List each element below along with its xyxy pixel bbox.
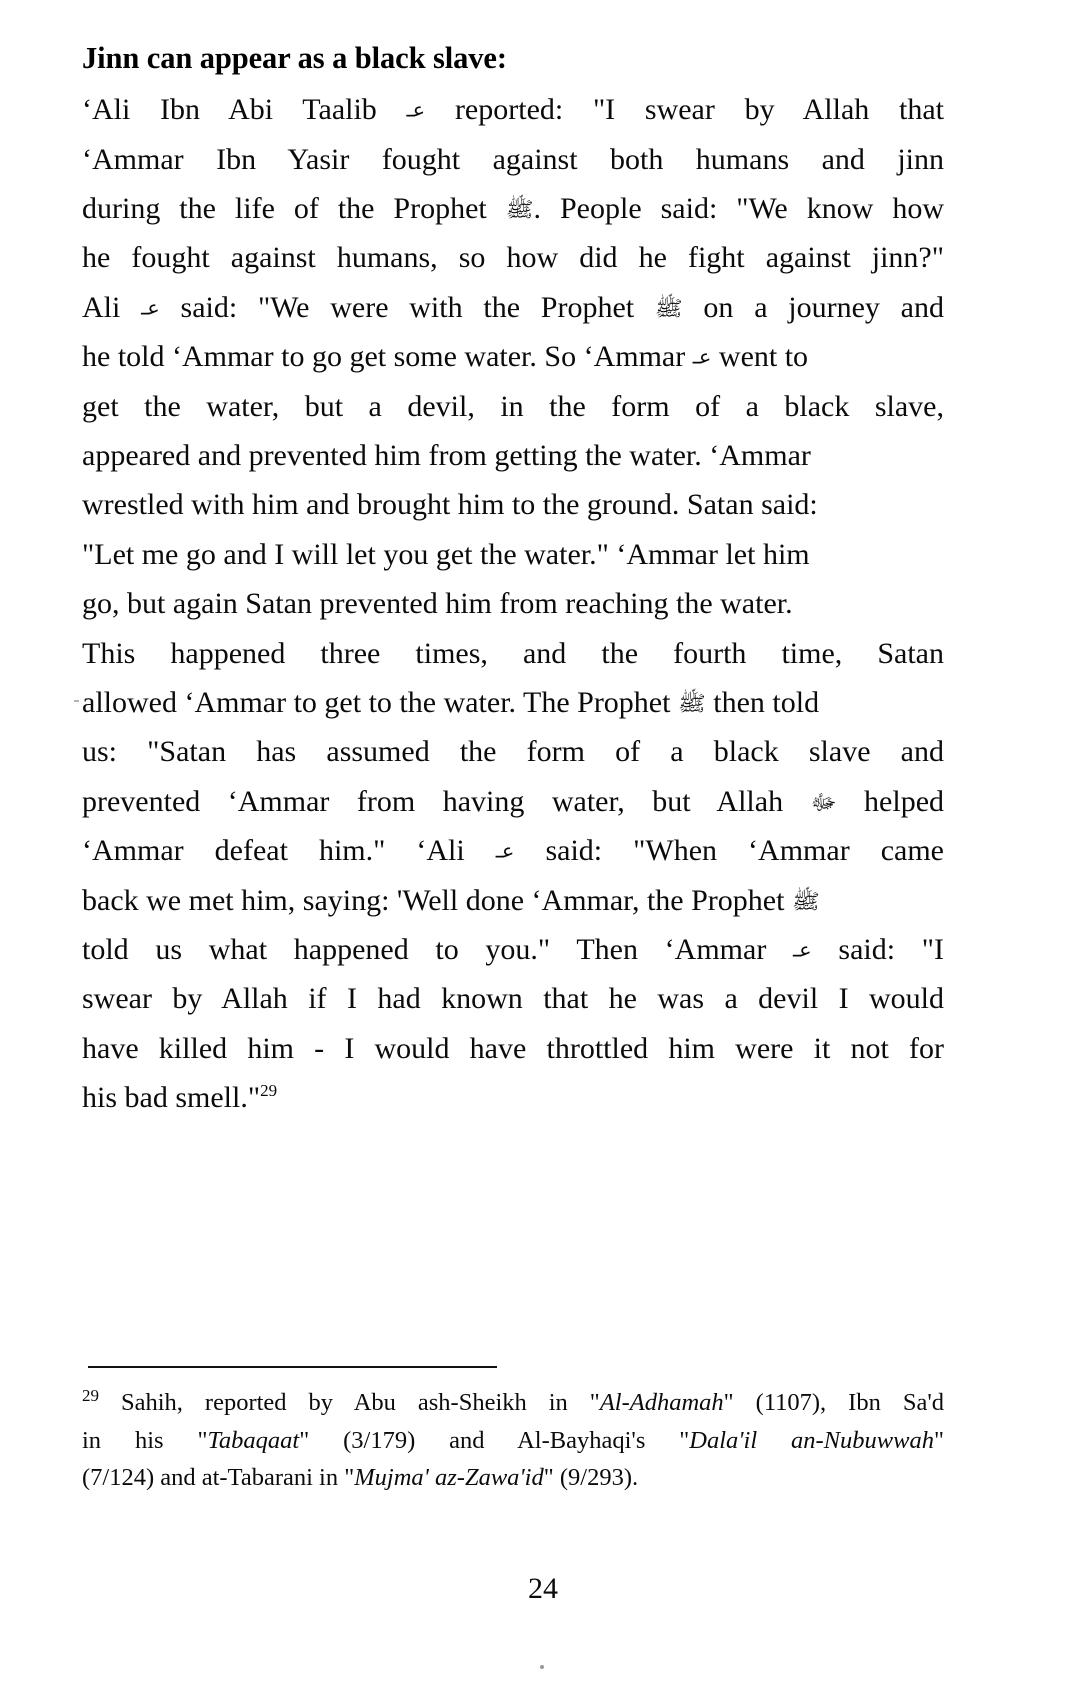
- body-line: Ali عـ said: "We were with the Prophet ﷺ on a journey and: [82, 290, 944, 324]
- body-line: allowed ‘Ammar to get to the water. The Prophet ﷺ then told: [82, 686, 820, 720]
- body-line: us: "Satan has assumed the form of a black slave and: [82, 735, 944, 769]
- body-line: ‘Ammar defeat him." ‘Ali عـ said: "When ‘Ammar came: [82, 834, 944, 868]
- body-line: he fought against humans, so how did he fight against jinn?": [82, 241, 944, 275]
- citation-title: Al-Adhamah: [599, 1389, 724, 1416]
- citation-title: Mujma' az-Zawa'id: [354, 1464, 544, 1491]
- footnote-line: $^{29}$ Sahih, reported by Abu ash-Sheikh in "Al-Adhamah" (1107), Ibn Sa'd: [82, 1385, 945, 1416]
- body-line: ‘Ali Ibn Abi Taalib عـ reported: "I swear by Allah that: [82, 93, 944, 127]
- footnote-separator: [88, 1366, 497, 1368]
- body-line: "Let me go and I will let you get the water." ‘Ammar let him: [82, 537, 810, 571]
- scan-artifact: [540, 1665, 544, 1669]
- body-line: back we met him, saying: 'Well done ‘Ammar, the Prophet ﷺ: [82, 883, 820, 917]
- body-line: during the life of the Prophet ﷺ. People said: "We know how: [82, 191, 944, 225]
- footnote-reference[interactable]: 29: [260, 1081, 278, 1101]
- body-line: appeared and prevented him from getting the water. ‘Ammar: [82, 439, 811, 473]
- citation-title: Tabaqaat: [207, 1426, 300, 1454]
- body-line: go, but again Satan prevented him from reaching the water.: [82, 587, 793, 621]
- body-line: he told ‘Ammar to go get some water. So ‘Ammar عـ went to: [82, 340, 809, 374]
- body-paragraph: [82, 85, 944, 1123]
- footnote-number: 29: [82, 1385, 99, 1405]
- footnote-block: [82, 1384, 944, 1497]
- citation-title: Dala'il an-Nubuwwah: [689, 1426, 934, 1454]
- body-line: wrestled with him and brought him to the ground. Satan said:: [82, 488, 818, 522]
- page-number: 24: [528, 1572, 558, 1605]
- body-line: This happened three times, and the fourth time, Satan: [82, 636, 944, 670]
- page-content: [82, 38, 944, 1123]
- scan-artifact: [74, 700, 79, 702]
- body-line: prevented ‘Ammar from having water, but Allah ﷻ helped: [82, 784, 945, 818]
- footnote-line: (7/124) and at-Tabarani in "Mujma' az-Zawa'id" (9/293).: [82, 1464, 639, 1491]
- footnote-line: in his "Tabaqaat" (3/179) and Al-Bayhaqi's "Dala'il an-Nubuwwah": [82, 1426, 945, 1454]
- body-line: get the water, but a devil, in the form of a black slave,: [82, 389, 944, 423]
- body-line: told us what happened to you." Then ‘Ammar عـ said: "I: [82, 933, 944, 967]
- body-line: swear by Allah if I had known that he was a devil I would: [82, 982, 944, 1016]
- body-line: ‘Ammar Ibn Yasir fought against both humans and jinn: [82, 142, 944, 176]
- body-line: his bad smell."$^{29}$: [82, 1081, 278, 1115]
- body-line: have killed him - I would have throttled him were it not for: [82, 1031, 944, 1065]
- page-title: Jinn can appear as a black slave:: [82, 41, 507, 75]
